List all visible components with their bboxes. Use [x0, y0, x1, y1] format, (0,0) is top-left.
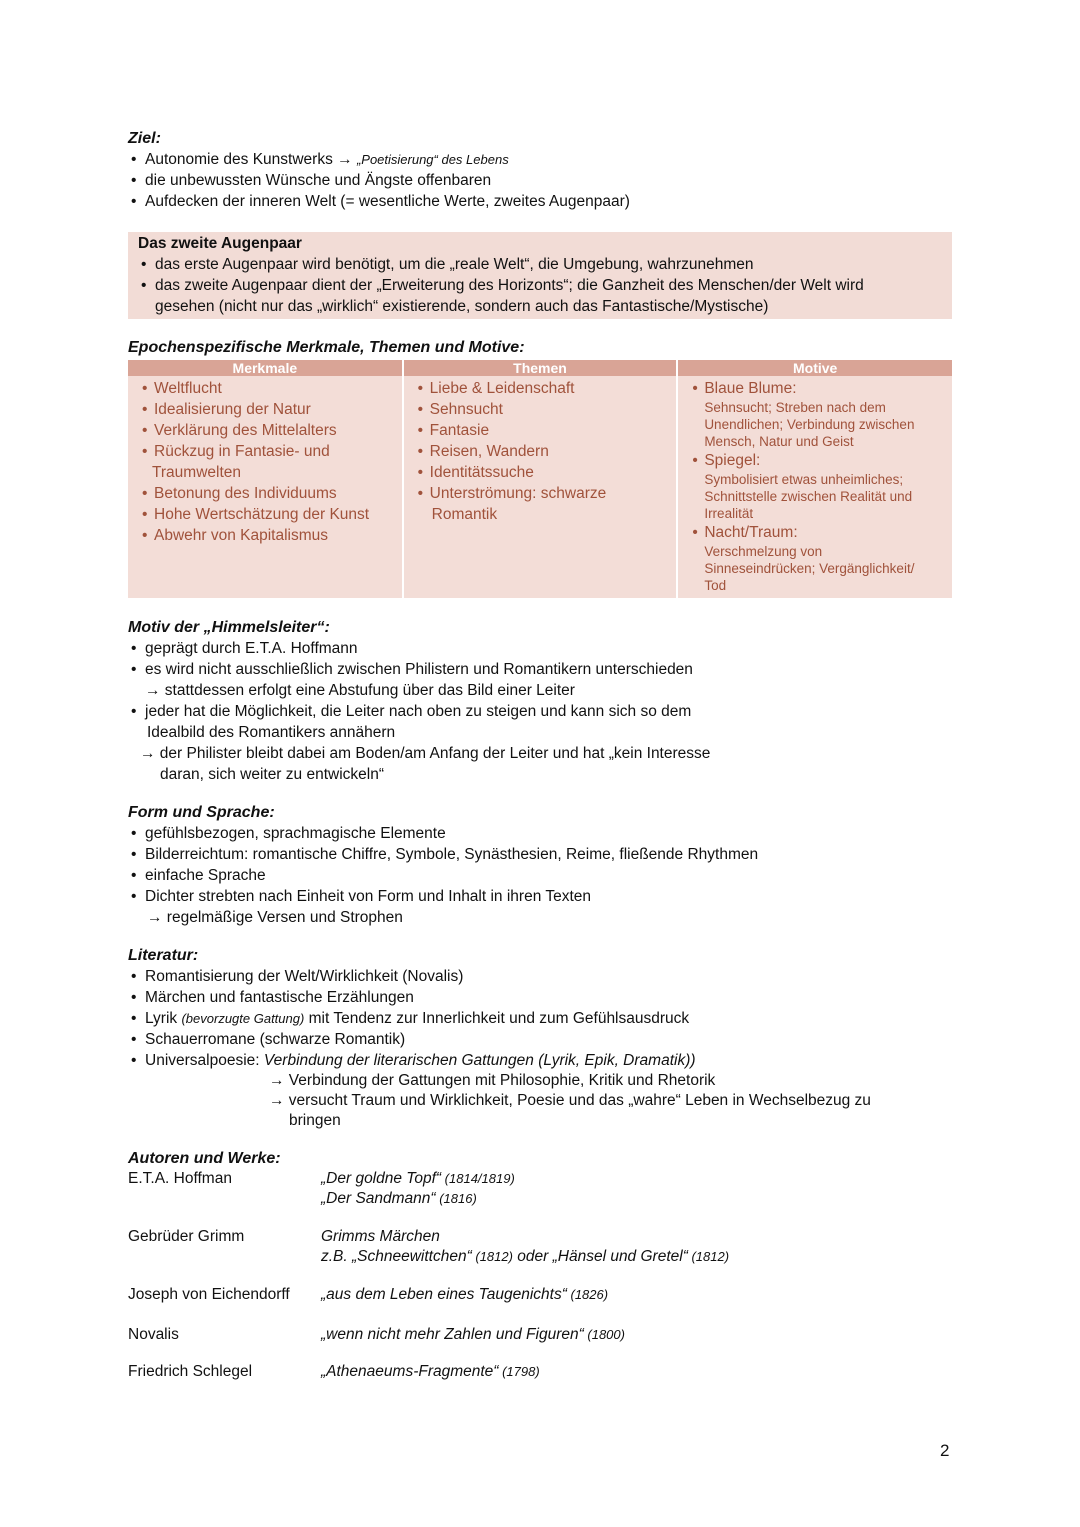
cont-line: Idealbild des Romantikers annähern [147, 724, 396, 741]
motiv-desc-line: Irrealität [704, 506, 754, 521]
literatur-section [128, 946, 952, 1131]
list-item: • Sehnsucht [417, 401, 503, 418]
author-row [128, 1227, 952, 1267]
augenpaar-item-1 [138, 254, 942, 275]
bullet-line: • einfache Sprache [131, 867, 266, 884]
himmelsleiter-section [128, 618, 952, 785]
epochen-heading: Epochenspezifische Merkmale, Themen und Motive: [128, 339, 525, 356]
motiv-desc-line: Unendlichen; Verbindung zwischen [704, 417, 915, 432]
augenpaar-item-2-cont: gesehen (nicht nur das „wirklich“ existierende, sondern auch das Fantastische/Mystische) [155, 298, 769, 315]
augenpaar-item-text: das zweite Augenpaar dient der „Erweiterung des Horizonts“; die Ganzheit des Menschen/der Welt wird [155, 277, 864, 294]
ziel-item-text: die unbewussten Wünsche und Ängste offenbaren [145, 172, 492, 189]
bullet-line: • Romantisierung der Welt/Wirklichkeit (Novalis) [131, 968, 464, 985]
motiv-desc-line: Schnittstelle zwischen Realität und [704, 489, 913, 504]
motiv-title: • Blaue Blume: [692, 380, 797, 397]
author-name: Friedrich Schlegel [128, 1363, 253, 1380]
cont-line: daran, sich weiter zu entwickeln“ [160, 766, 384, 783]
form-heading: Form und Sprache: [128, 804, 275, 821]
page-content [128, 129, 952, 1382]
list-item: • Reisen, Wandern [417, 443, 549, 460]
list-item: • Rückzug in Fantasie- und [142, 443, 330, 460]
arrow-line: → versucht Traum und Wirklichkeit, Poesie und das „wahre“ Leben in Wechselbezug zu [269, 1092, 871, 1109]
author-name: E.T.A. Hoffman [128, 1170, 232, 1187]
list-item: • Hohe Wertschätzung der Kunst [142, 506, 370, 523]
author-works: „Athenaeums-Fragmente“ (1798) [321, 1363, 540, 1380]
arrow-line: → stattdessen erfolgt eine Abstufung über das Bild einer Leiter [145, 682, 575, 699]
list-item: • Weltflucht [142, 380, 222, 397]
author-works: Grimms Märchen z.B. „Schneewittchen“ (1812) oder „Hänsel und Gretel“ (1812) [321, 1228, 730, 1265]
col-header-merkmale: Merkmale [128, 360, 403, 376]
epochen-table [128, 360, 952, 598]
author-works: „aus dem Leben eines Taugenichts“ (1826) [321, 1286, 609, 1303]
motiv-desc-line: Tod [704, 578, 727, 593]
bullet-line: • Bilderreichtum: romantische Chiffre, Symbole, Synästhesien, Reime, fließende Rhythmen [131, 846, 759, 863]
ziel-heading: Ziel: [128, 130, 161, 147]
list-item: • Fantasie [417, 422, 490, 439]
augenpaar-item-text: das erste Augenpaar wird benötigt, um die „reale Welt“, die Umgebung, wahrzunehmen [155, 256, 754, 273]
author-row [128, 1285, 952, 1305]
list-item: • Identitätssuche [417, 464, 534, 481]
list-item: • Betonung des Individuums [142, 485, 337, 502]
literatur-heading: Literatur: [128, 947, 199, 964]
list-item: • Liebe & Leidenschaft [417, 380, 575, 397]
list-item-cont: Romantik [431, 506, 498, 523]
form-section [128, 803, 952, 928]
augenpaar-item-2 [138, 275, 942, 296]
list-item: • Abwehr von Kapitalismus [142, 527, 329, 544]
bullet: • [141, 256, 147, 273]
ziel-item-text: Autonomie des Kunstwerks → [145, 151, 357, 168]
author-works: „wenn nicht mehr Zahlen und Figuren“ (1800) [321, 1326, 625, 1343]
bullet-line: • es wird nicht ausschließlich zwischen Philistern und Romantikern unterschieden [131, 661, 693, 678]
cont-line: bringen [289, 1112, 341, 1129]
motiv-desc-line: Verschmelzung von [704, 544, 823, 559]
col-header-motive: Motive [677, 360, 952, 376]
arrow-line: → Verbindung der Gattungen mit Philosophie, Kritik und Rhetorik [269, 1072, 716, 1089]
ziel-item-text: Aufdecken der inneren Welt (= wesentliche Werte, zweites Augenpaar) [145, 193, 630, 210]
ziel-item-1 [128, 149, 952, 170]
ziel-item-2 [128, 170, 952, 191]
themen-cell [403, 376, 678, 598]
autoren-section [128, 1149, 952, 1382]
motiv-desc-line: Sehnsucht; Streben nach dem [704, 400, 886, 415]
author-row [128, 1169, 952, 1209]
ziel-item-italic: „Poetisierung“ des Lebens [356, 152, 509, 167]
ziel-section [128, 129, 952, 212]
bullet: • [131, 193, 137, 210]
bullet: • [141, 277, 147, 294]
list-item: • Idealisierung der Natur [142, 401, 311, 418]
bullet-line: • Universalpoesie: Verbindung der literarischen Gattungen (Lyrik, Epik, Dramatik)) [131, 1052, 696, 1069]
author-row [128, 1325, 952, 1345]
motiv-title: • Nacht/Traum: [692, 524, 798, 541]
ziel-item-3 [128, 191, 952, 212]
augenpaar-title: Das zweite Augenpaar [138, 235, 302, 252]
motiv-title: • Spiegel: [692, 452, 761, 469]
col-header-themen: Themen [403, 360, 678, 376]
bullet-line: • gefühlsbezogen, sprachmagische Elemente [131, 825, 446, 842]
author-name: Gebrüder Grimm [128, 1228, 245, 1245]
page-number: 2 [940, 1441, 950, 1460]
bullet-line: • jeder hat die Möglichkeit, die Leiter nach oben zu steigen und kann sich so dem [131, 703, 692, 720]
autoren-heading: Autoren und Werke: [128, 1150, 281, 1167]
list-item: • Unterströmung: schwarze [417, 485, 607, 502]
merkmale-cell [128, 376, 403, 598]
author-row [128, 1362, 952, 1382]
bullet-line: • Dichter strebten nach Einheit von Form und Inhalt in ihren Texten [131, 888, 592, 905]
bullet-line: • Lyrik (bevorzugte Gattung) mit Tendenz zur Innerlichkeit und zum Gefühlsausdruck [131, 1010, 690, 1027]
motiv-desc-line: Mensch, Natur und Geist [704, 434, 854, 449]
epochen-section [128, 338, 952, 598]
author-name: Joseph von Eichendorff [128, 1286, 290, 1303]
list-item: • Verklärung des Mittelalters [142, 422, 337, 439]
augenpaar-box [128, 232, 952, 319]
himmelsleiter-heading: Motiv der „Himmelsleiter“: [128, 619, 330, 636]
list-item-cont: Traumwelten [152, 464, 242, 481]
bullet: • [131, 172, 137, 189]
bullet: • [131, 151, 137, 168]
bullet-line: • Schauerromane (schwarze Romantik) [131, 1031, 406, 1048]
author-works: „Der goldne Topf“ (1814/1819) „Der Sandmann“ (1816) [321, 1170, 515, 1207]
author-name: Novalis [128, 1326, 179, 1343]
bullet-line: • geprägt durch E.T.A. Hoffmann [131, 640, 358, 657]
motive-cell [677, 376, 952, 598]
motiv-desc-line: Sinneseindrücken; Vergänglichkeit/ [704, 561, 915, 576]
arrow-line: → regelmäßige Versen und Strophen [147, 909, 403, 926]
bullet-line: • Märchen und fantastische Erzählungen [131, 989, 414, 1006]
motiv-desc-line: Symbolisiert etwas unheimliches; [704, 472, 904, 487]
arrow-line: → der Philister bleibt dabei am Boden/am Anfang der Leiter und hat „kein Interesse [140, 745, 711, 762]
